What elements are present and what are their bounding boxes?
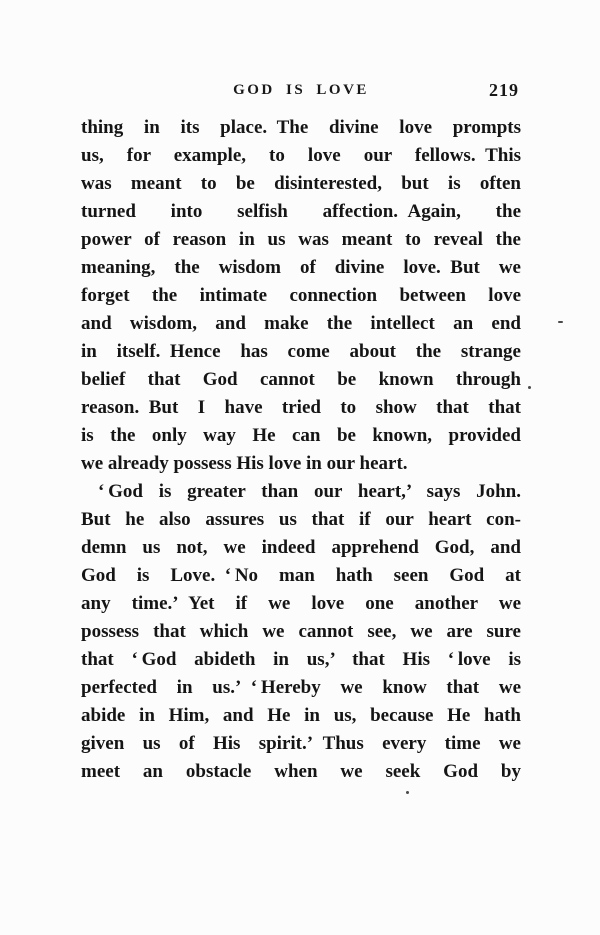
- page-number: 219: [489, 80, 519, 100]
- text-line: meaning, the wisdom of divine love. But we: [81, 257, 521, 278]
- running-header-title: GOD IS LOVE: [233, 82, 369, 98]
- scan-speck: [406, 791, 409, 794]
- text-line: was meant to be disinterested, but is often: [81, 173, 521, 194]
- text-line: power of reason in us was meant to reveal the: [81, 229, 521, 250]
- page-body: [81, 114, 521, 786]
- text-line: meet an obstacle when we seek God by: [81, 761, 521, 782]
- text-line: is the only way He can be known, provided: [81, 425, 521, 446]
- text-line: turned into selfish affection. Again, the: [81, 201, 521, 222]
- running-header: [81, 82, 521, 104]
- text-line: demn us not, we indeed apprehend God, and: [81, 537, 521, 558]
- text-line: reason. But I have tried to show that that: [81, 397, 521, 418]
- text-line: belief that God cannot be known through: [81, 369, 521, 390]
- scan-speck: [558, 321, 563, 323]
- text-line: forget the intimate connection between love: [81, 285, 521, 306]
- text-line: thing in its place. The divine love prompts: [81, 117, 521, 138]
- text-line: God is Love. ‘ No man hath seen God at: [81, 565, 521, 586]
- text-line: ‘ God is greater than our heart,’ says John.: [98, 481, 521, 502]
- text-line: in itself. Hence has come about the strange: [81, 341, 521, 362]
- text-line: us, for example, to love our fellows. This: [81, 145, 521, 166]
- text-line: given us of His spirit.’ Thus every time we: [81, 733, 521, 754]
- text-line: perfected in us.’ ‘ Hereby we know that we: [81, 677, 521, 698]
- text-line: we already possess His love in our heart.: [81, 453, 408, 474]
- text-line: that ‘ God abideth in us,’ that His ‘ love is: [81, 649, 521, 670]
- text-line: and wisdom, and make the intellect an end: [81, 313, 521, 334]
- text-line: abide in Him, and He in us, because He hath: [81, 705, 521, 726]
- text-line: But he also assures us that if our heart con-: [81, 509, 521, 530]
- text-line: possess that which we cannot see, we are sure: [81, 621, 521, 642]
- scan-speck: [528, 386, 531, 389]
- text-line: any time.’ Yet if we love one another we: [81, 593, 521, 614]
